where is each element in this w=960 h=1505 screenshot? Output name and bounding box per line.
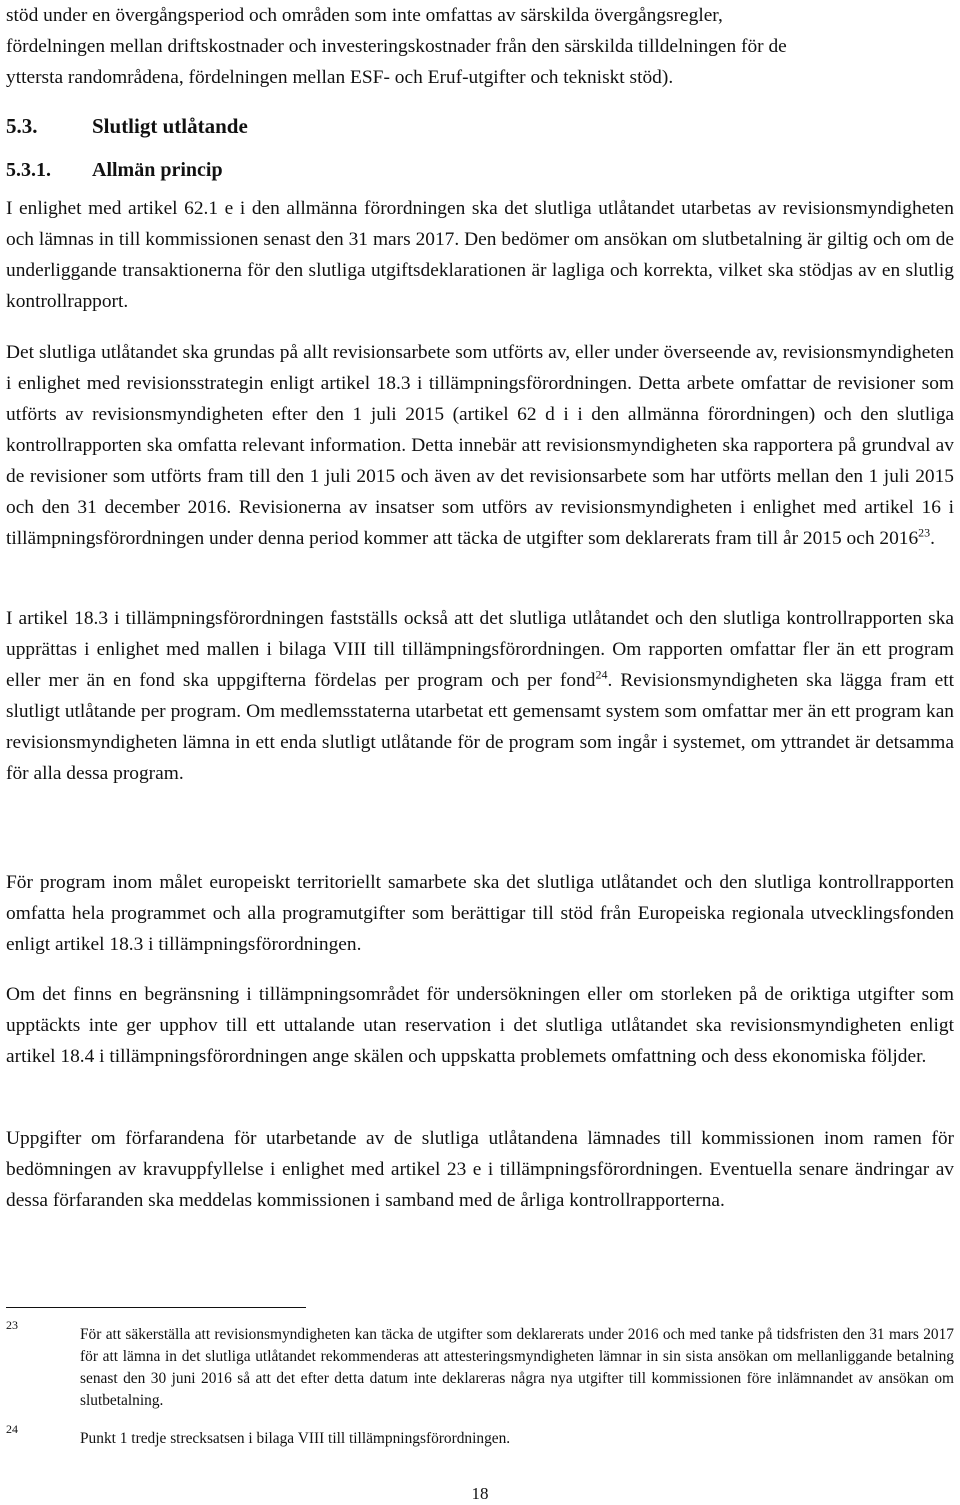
footnote-ref-23[interactable]: 23 bbox=[918, 525, 931, 540]
footnote-text-24: Punkt 1 tredje strecksatsen i bilaga VIII till tillämpningsförordningen. bbox=[80, 1430, 511, 1447]
paragraph-4-block bbox=[6, 867, 954, 960]
paragraph-1: I enlighet med artikel 62.1 e i den allmänna förordningen ska det slutliga utlåtandet utarbetas av revisionsmyndigheten och lämnas in till kommissionen senast den 31 mars 2017. Den bedömer om ansökan om slutbetalning är giltig och om de underliggande transaktionerna för den slutliga utgiftsdeklarationen är lagliga och korrekta, vilket ska stödjas av en slutlig kontrollrapport. bbox=[6, 198, 954, 312]
paragraph-3-text: I artikel 18.3 i tillämpningsförordningen fastställs också att det slutliga utlåtandet och den slutliga kontrollrapporten ska upprättas i enlighet med mallen i bilaga VIII till tillämpningsförordningen. Om rapporten omfattar fler än ett program eller mer än en fond ska uppgifterna fördelas per program och per fond bbox=[6, 608, 954, 691]
footnote-text-23: För att säkerställa att revisionsmyndigheten kan täcka de utgifter som deklarerats under 2016 och med tanke på tidsfristen den 31 mars 2017 för att lämna in det slutliga utlåtandet rekommenderas att attesteringsmyndigheten lämnar in sin sista ansökan om mellanliggande betalning senast den 30 juni 2016 så att det efter detta datum inte deklareras några nya utgifter till kommissionen före inlämnandet av ansökan om slutbetalning. bbox=[80, 1326, 954, 1409]
paragraph-2-text: Det slutliga utlåtandet ska grundas på allt revisionsarbete som utförts av, eller under överseende av, revisionsmyndigheten i enlighet med revisionsstrategin enligt artikel 18.3 i tillämpningsförordningen. Detta arbete omfattar de revisioner som utförts av revisionsmyndigheten efter den 1 juli 2015 (artikel 62 d i i den allmänna förordningen) och den slutliga kontrollrapporten ska omfatta relevant information. Detta innebär att revisionsmyndigheten ska rapportera på grundval av de revisioner som utförts fram till den 1 juli 2015 och även av det revisionsarbete som har utförts mellan den 1 juli 2015 och den 31 december 2016. Revisionerna av insatser som utförs av revisionsmyndigheten i enlighet med artikel 16 i tillämpningsförordningen under denna period kommer att täcka de utgifter som deklarerats fram till år 2015 och 2016 bbox=[6, 342, 954, 549]
paragraph-6-block bbox=[6, 1123, 954, 1216]
footnote-mark-23: 23 bbox=[6, 1318, 18, 1332]
footnote-ref-24[interactable]: 24 bbox=[595, 667, 608, 682]
paragraph-3 bbox=[6, 603, 954, 789]
paragraph-5: Om det finns en begränsning i tillämpningsområdet för undersökningen eller om storleken på de oriktiga utgifter som upptäckts inte ger upphov till ett uttalande utan reservation i det slutliga utlåtandet ska revisionsmyndigheten enligt artikel 18.4 i tillämpningsförordningen ange skälen och uppskatta problemets omfattning och dess ekonomiska följder. bbox=[6, 984, 954, 1067]
continued-paragraph bbox=[6, 0, 954, 93]
paragraph-4: För program inom målet europeiskt territoriellt samarbete ska det slutliga utlåtandet och den slutliga kontrollrapporten omfatta hela programmet och alla programutgifter som berättigar till stöd från Europeiska regionala utvecklingsfonden enligt artikel 18.3 i tillämpningsförordningen. bbox=[6, 872, 954, 955]
continued-line-1: stöd under en övergångsperiod och områden som inte omfattas av särskilda övergångsregler, bbox=[6, 5, 723, 26]
paragraph-6: Uppgifter om förfarandena för utarbetande av de slutliga utlåtandena lämnades till kommissionen inom ramen för bedömningen av kravuppfyllelse i enlighet med artikel 23 e i tillämpningsförordningen. Eventuella senare ändringar av dessa förfaranden ska meddelas kommissionen i samband med de årliga kontrollrapporterna. bbox=[6, 1128, 954, 1211]
page-number: 18 bbox=[471, 1484, 489, 1503]
section-title: Slutligt utlåtande bbox=[92, 114, 248, 138]
footnote-23 bbox=[6, 1318, 954, 1412]
footnote-mark-24: 24 bbox=[6, 1422, 18, 1436]
continued-line-3: yttersta randområdena, fördelningen mellan ESF- och Eruf-utgifter och tekniskt stöd). bbox=[6, 67, 674, 88]
paragraph-3-end: . Revisionsmyndigheten ska lägga fram ett slutligt utlåtande per program. Om medlemsstaterna utarbetat ett gemensamt system som omfattar mer än ett program kan revisionsmyndigheten lämna in ett enda slutligt utlåtande för de program som ingår i systemet, om yttrandet är detsamma för alla dessa program. bbox=[6, 670, 954, 784]
subsection-heading bbox=[6, 155, 223, 186]
paragraph-1-block bbox=[6, 193, 954, 317]
paragraph-2 bbox=[6, 337, 954, 554]
paragraph-3-block bbox=[6, 603, 954, 789]
footnote-24 bbox=[6, 1422, 954, 1450]
paragraph-5-block bbox=[6, 979, 954, 1072]
paragraph-2-block bbox=[6, 337, 954, 554]
subsection-title: Allmän princip bbox=[92, 159, 223, 181]
section-heading bbox=[6, 111, 248, 142]
section-number: 5.3. bbox=[6, 114, 38, 138]
footnote-separator bbox=[6, 1307, 306, 1308]
paragraph-2-end: . bbox=[930, 528, 936, 549]
subsection-number: 5.3.1. bbox=[6, 159, 51, 181]
continued-line-2: fördelningen mellan driftskostnader och investeringskostnader från den särskilda tilldelningen för de bbox=[6, 36, 787, 57]
